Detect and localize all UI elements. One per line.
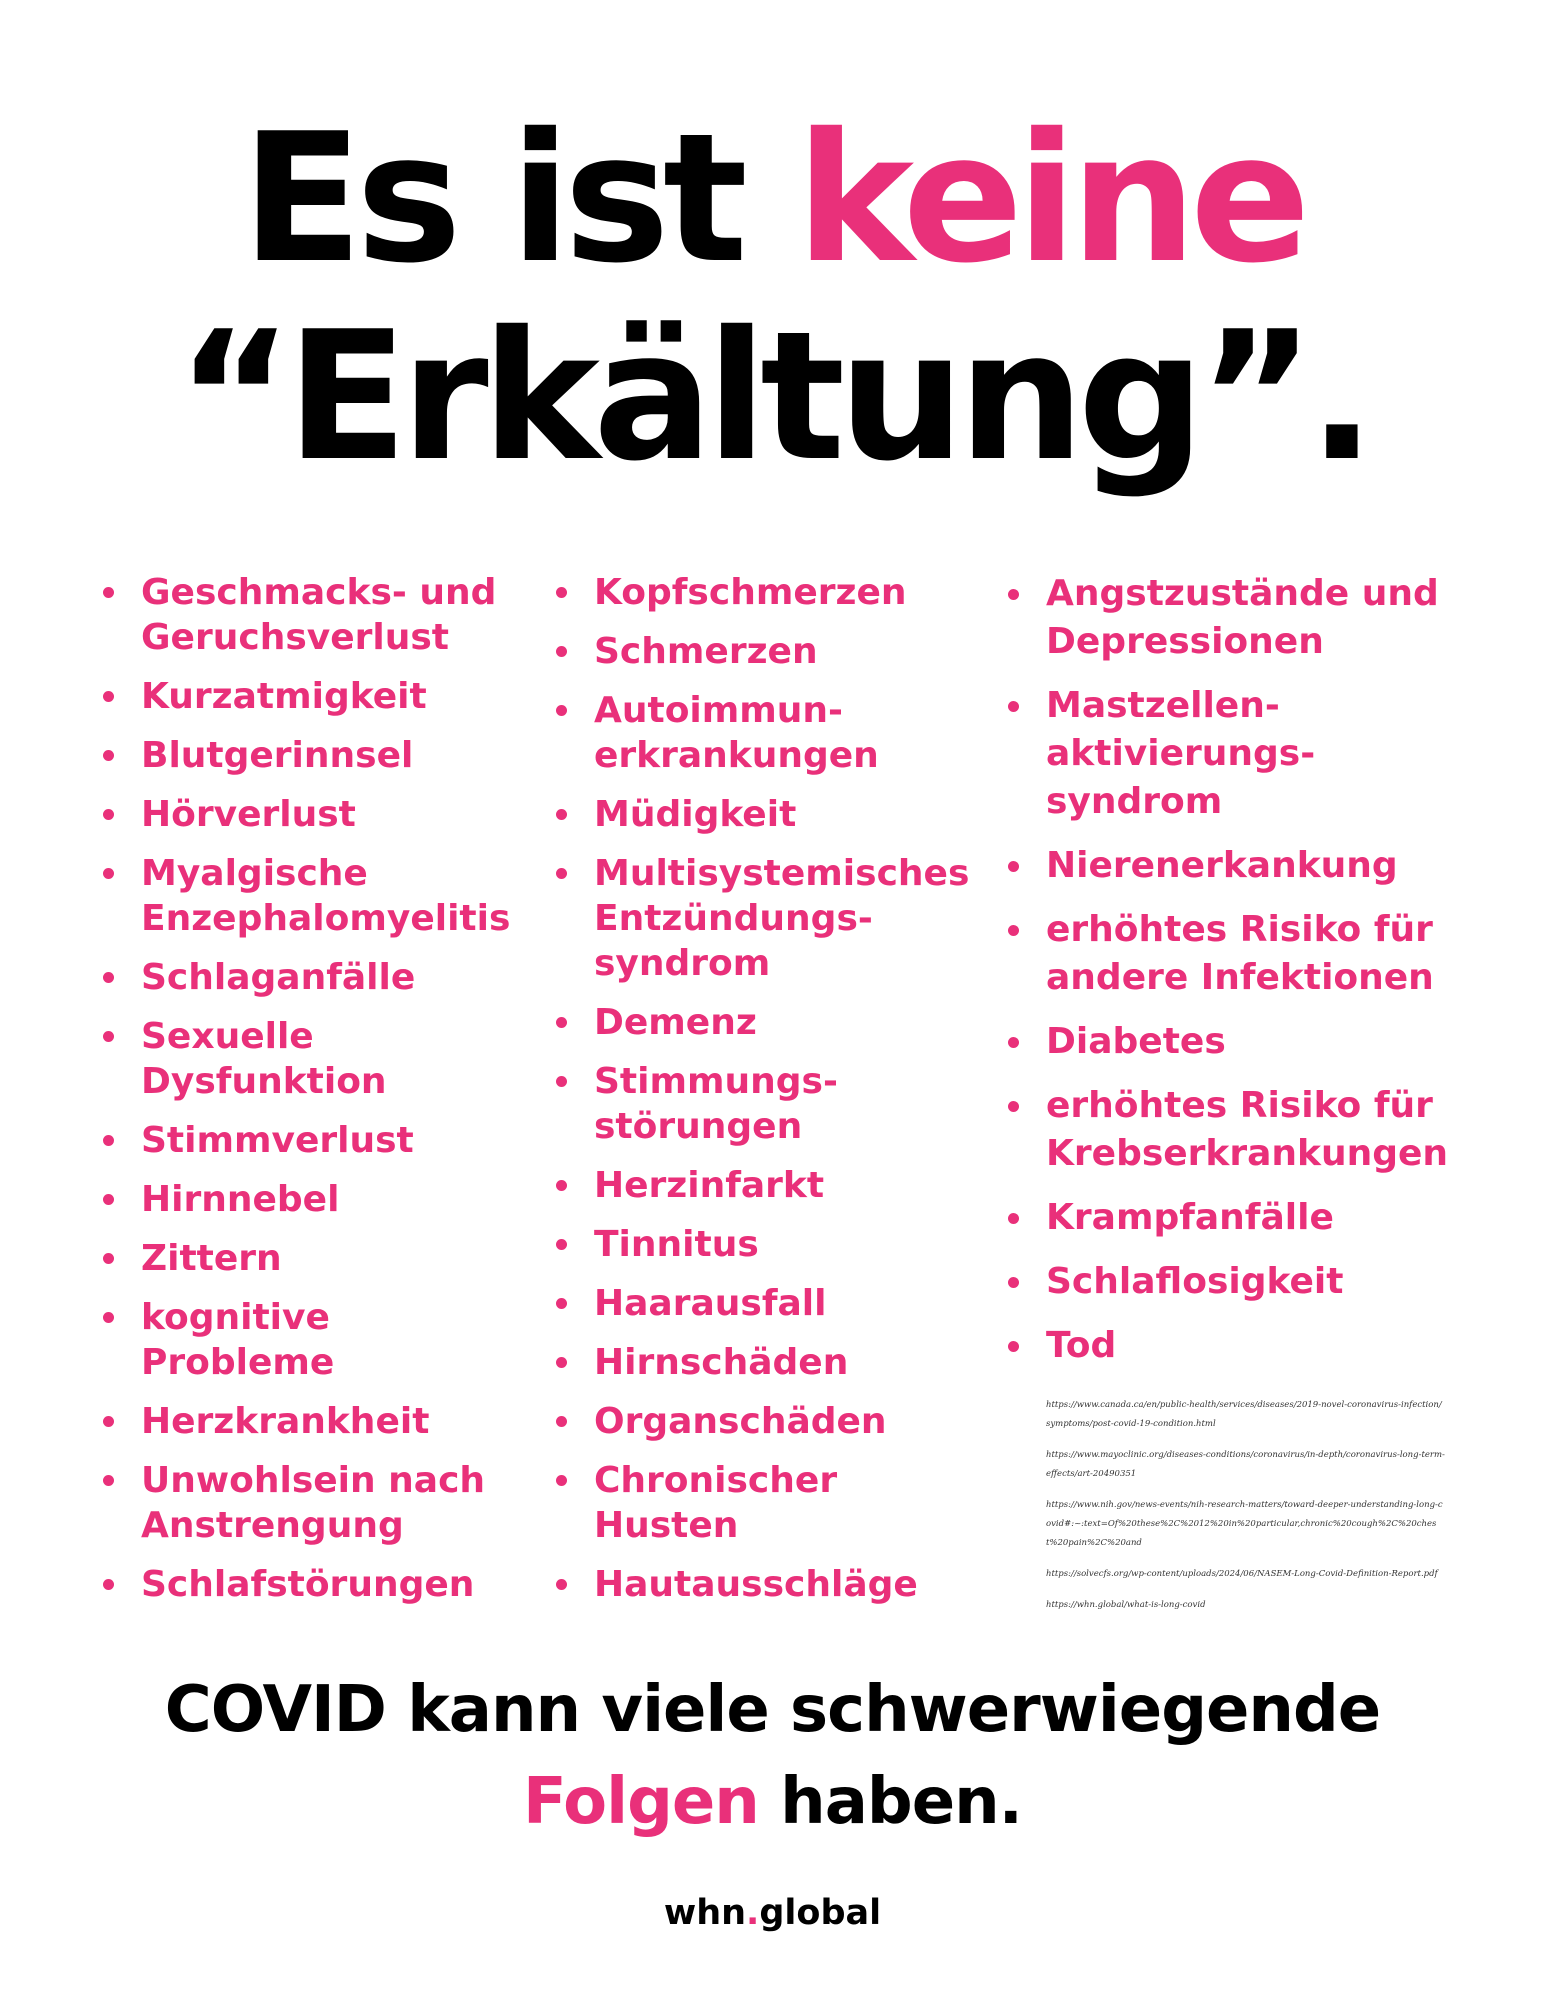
bullet-icon [1008, 1277, 1019, 1288]
bottom-statement [0, 1664, 1545, 1848]
bullet-icon [1008, 1213, 1019, 1224]
bullet-icon [103, 587, 114, 598]
bullet-icon [556, 1357, 567, 1368]
symptom-label: Hörverlust [141, 794, 356, 835]
symptom-item [556, 1000, 986, 1045]
bullet-icon [556, 868, 567, 879]
symptom-label: Herzkrankheit [141, 1401, 430, 1442]
bullet-icon [103, 1031, 114, 1042]
symptom-item [556, 1163, 986, 1208]
bullet-icon [103, 1416, 114, 1427]
symptom-label: Hirnschäden [594, 1342, 849, 1383]
bullet-icon [103, 691, 114, 702]
bottom-accent-word: Folgen [523, 1765, 759, 1839]
symptom-label: Stimmverlust [141, 1120, 414, 1161]
bullet-icon [1008, 589, 1019, 600]
symptom-item [1008, 906, 1478, 1002]
logo-part-1: whn [663, 1893, 747, 1933]
symptom-item [103, 1236, 523, 1281]
bullet-icon [103, 1312, 114, 1323]
reference-link[interactable]: https://solvecfs.org/wp-content/uploads/2024/06/NASEM-Long-Covid-Definition-Report.pdf [1046, 1569, 1438, 1579]
symptom-label: Tinnitus [594, 1224, 759, 1265]
symptom-label: Blutgerinnsel [141, 735, 414, 776]
symptom-item [1008, 1082, 1478, 1178]
symptom-item [1008, 1258, 1478, 1306]
bullet-icon [556, 1239, 567, 1250]
symptom-label: erhöhtes Risiko für Krebserkrankungen [1046, 1085, 1449, 1174]
headline-accent-word: keine [795, 95, 1304, 302]
bullet-icon [103, 868, 114, 879]
symptom-item [1008, 842, 1478, 890]
bullet-icon [103, 750, 114, 761]
symptom-item [556, 1340, 986, 1385]
logo-part-2: global [759, 1893, 882, 1933]
symptom-label: Kopfschmerzen [594, 572, 907, 613]
headline-text-start: Es ist [241, 95, 796, 302]
symptom-label: Schmerzen [594, 631, 818, 672]
bullet-icon [1008, 1341, 1019, 1352]
symptom-item [1008, 682, 1478, 826]
bullet-icon [556, 1579, 567, 1590]
reference-link[interactable]: https://whn.global/what-is-long-covid [1046, 1600, 1206, 1610]
symptom-item [103, 1458, 523, 1548]
symptom-item [103, 674, 523, 719]
bullet-icon [103, 972, 114, 983]
bullet-icon [556, 1475, 567, 1486]
symptom-label: Kurzatmigkeit [141, 676, 427, 717]
bottom-line-2 [0, 1756, 1545, 1848]
bullet-icon [556, 1076, 567, 1087]
bullet-icon [556, 646, 567, 657]
symptom-item [103, 1014, 523, 1104]
symptom-label: kognitive Probleme [141, 1297, 335, 1383]
logo-dot: . [746, 1893, 760, 1933]
symptom-item [556, 1222, 986, 1267]
symptom-item [103, 1177, 523, 1222]
bottom-line-1: COVID kann viele schwerwiegende [164, 1673, 1381, 1747]
symptom-item [103, 1118, 523, 1163]
symptom-item [556, 629, 986, 674]
bullet-icon [556, 587, 567, 598]
symptom-item [556, 1059, 986, 1149]
symptom-item [103, 1399, 523, 1444]
bullet-icon [556, 705, 567, 716]
symptom-item [1008, 1194, 1478, 1242]
symptom-label: Demenz [594, 1002, 757, 1043]
bullet-icon [1008, 861, 1019, 872]
bullet-icon [1008, 1101, 1019, 1112]
symptom-item [556, 1399, 986, 1444]
symptom-item [1008, 1322, 1478, 1370]
symptom-item [556, 570, 986, 615]
bullet-icon [556, 1180, 567, 1191]
symptom-item [103, 570, 523, 660]
symptom-item [556, 1281, 986, 1326]
symptom-label: Schlaganfälle [141, 957, 416, 998]
symptom-label: Multisystemisches Entzündungs- syndrom [594, 853, 970, 984]
symptom-label: Herzinfarkt [594, 1165, 825, 1206]
bullet-icon [103, 1579, 114, 1590]
symptom-item [556, 1458, 986, 1548]
bullet-icon [103, 1253, 114, 1264]
headline-line-1 [0, 95, 1545, 302]
symptom-label: Geschmacks- und Geruchsverlust [141, 572, 497, 658]
bullet-icon [556, 1017, 567, 1028]
symptom-label: erhöhtes Risiko für andere Infektionen [1046, 909, 1434, 998]
symptom-label: Organschäden [594, 1401, 887, 1442]
symptom-item [103, 1295, 523, 1385]
symptom-column-1 [103, 570, 523, 1621]
reference-link[interactable]: https://www.mayoclinic.org/diseases-conditions/coronavirus/in-depth/coronavirus-long-term-effects/art-20490351 [1046, 1450, 1445, 1479]
reference-link[interactable]: https://www.nih.gov/news-events/nih-research-matters/toward-deeper-understanding-long-covid#:~:text=Of%20these%2C%2012%20in%20particular,chronic%20cough%2C%20chest%20pain%2C%20and [1046, 1500, 1443, 1548]
symptom-item [556, 851, 986, 986]
symptom-label: Schlaflosigkeit [1046, 1261, 1344, 1302]
bullet-icon [103, 1475, 114, 1486]
symptom-label: Haarausfall [594, 1283, 827, 1324]
symptom-item [1008, 570, 1478, 666]
symptom-item [103, 733, 523, 778]
headline-line-2: “Erkältung”. [176, 293, 1369, 500]
reference-list [1046, 1396, 1446, 1627]
symptom-label: Nierenerkankung [1046, 845, 1398, 886]
symptom-label: Müdigkeit [594, 794, 797, 835]
reference-link[interactable]: https://www.canada.ca/en/public-health/services/diseases/2019-novel-coronavirus-infection/symptoms/post-covid-19-condition.html [1046, 1400, 1442, 1429]
headline [0, 95, 1545, 500]
symptom-item [556, 688, 986, 778]
symptom-label: Hirnnebel [141, 1179, 340, 1220]
symptom-item [556, 792, 986, 837]
symptom-item [556, 1562, 986, 1607]
symptom-label: Angstzustände und Depressionen [1046, 573, 1439, 662]
bullet-icon [103, 1194, 114, 1205]
symptom-column-3 [1008, 570, 1478, 1386]
symptom-label: Schlafstörungen [141, 1564, 475, 1605]
symptom-item [103, 955, 523, 1000]
bullet-icon [103, 809, 114, 820]
bullet-icon [556, 809, 567, 820]
bullet-icon [1008, 701, 1019, 712]
symptom-item [1008, 1018, 1478, 1066]
symptom-label: Hautausschläge [594, 1564, 918, 1605]
symptom-label: Zittern [141, 1238, 282, 1279]
symptom-column-2 [556, 570, 986, 1621]
symptom-item [103, 851, 523, 941]
symptom-item [103, 792, 523, 837]
symptom-label: Tod [1046, 1325, 1117, 1366]
symptom-label: Chronischer Husten [594, 1460, 838, 1546]
bullet-icon [556, 1298, 567, 1309]
bullet-icon [103, 1135, 114, 1146]
bullet-icon [1008, 925, 1019, 936]
symptom-label: Sexuelle Dysfunktion [141, 1016, 387, 1102]
symptom-label: Unwohlsein nach Anstrengung [141, 1460, 486, 1546]
symptom-label: Mastzellen- aktivierungs- syndrom [1046, 685, 1316, 822]
bullet-icon [556, 1416, 567, 1427]
symptom-label: Krampfanfälle [1046, 1197, 1334, 1238]
symptom-label: Diabetes [1046, 1021, 1226, 1062]
bullet-icon [1008, 1037, 1019, 1048]
symptom-item [103, 1562, 523, 1607]
symptom-label: Stimmungs- störungen [594, 1061, 838, 1147]
symptom-label: Autoimmun- erkrankungen [594, 690, 879, 776]
symptom-label: Myalgische Enzephalomyelitis [141, 853, 511, 939]
bottom-line-2-rest: haben. [758, 1765, 1022, 1839]
logo [0, 1893, 1545, 1933]
